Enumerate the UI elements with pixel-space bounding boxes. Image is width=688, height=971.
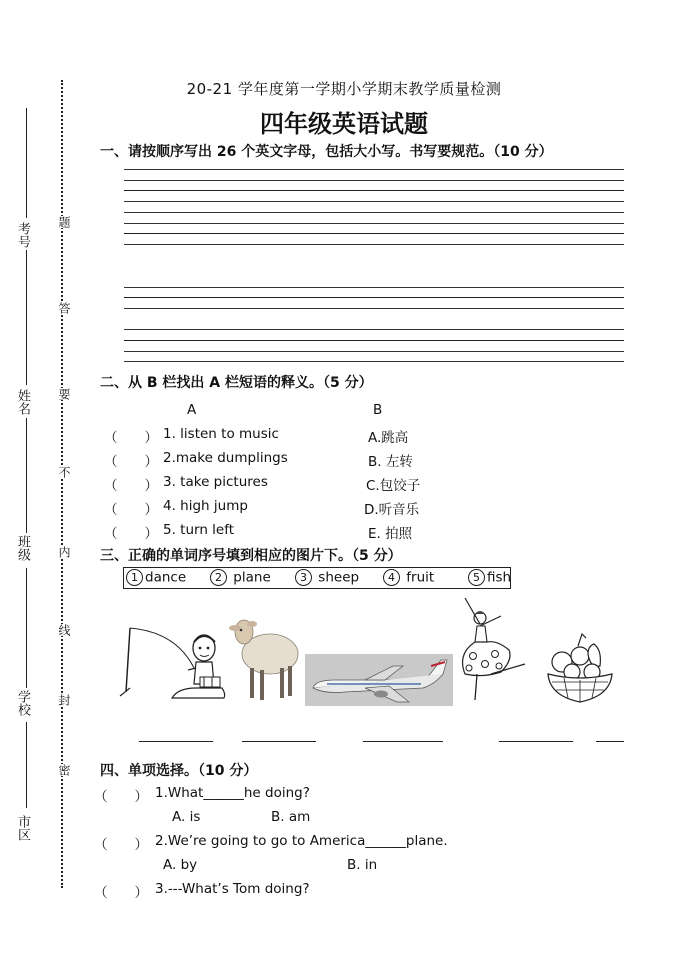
option-b: B. in (347, 857, 378, 873)
phrase-a: 3. take pictures (163, 474, 268, 490)
option-b: B. am (271, 809, 311, 825)
seal-char: 要 (57, 388, 71, 400)
dancer-picture (453, 594, 533, 706)
word-option: 4 fruit (383, 569, 434, 586)
option-a: A. by (163, 857, 198, 873)
seal-char: 内 (57, 546, 71, 558)
seal-char: 线 (57, 624, 71, 636)
answer-paren[interactable]: （ ） (104, 526, 158, 542)
meaning-b: A.跳高 (368, 430, 409, 446)
phrase-a: 4. high jump (163, 498, 248, 514)
margin-blank-district-upper (26, 722, 27, 808)
answer-paren[interactable]: （ ） (104, 478, 158, 494)
word-option: 5 fish (468, 569, 511, 586)
fruit-bowl-picture (544, 632, 616, 712)
seal-char: 答 (57, 302, 71, 314)
seal-char: 密 (57, 764, 71, 776)
section2-heading: 二、从 B 栏找出 A 栏短语的释义。（5 分） (100, 375, 373, 391)
meaning-b: E. 拍照 (368, 526, 413, 542)
meaning-b: B. 左转 (368, 454, 413, 470)
phrase-a: 2.make dumplings (163, 450, 288, 466)
answer-paren[interactable]: （ ） (104, 430, 158, 446)
fishing-boy-picture (116, 622, 228, 700)
margin-label-school: 学校 (15, 690, 30, 716)
margin-label-district: 市区 (15, 815, 30, 841)
meaning-b: C.包饺子 (366, 478, 421, 494)
margin-blank-class-upper (26, 418, 27, 533)
margin-blank-school-upper (26, 568, 27, 688)
exam-title: 20-21 学年度第一学期小学期末教学质量检测 (186, 80, 502, 98)
picture-answer-blank[interactable] (242, 741, 316, 742)
paper-title: 四年级英语试题 (260, 109, 428, 138)
column-a-header: A (187, 402, 197, 418)
option-a: A. is (172, 809, 201, 825)
answer-paren[interactable]: （ ） (104, 454, 158, 470)
answer-paren[interactable]: （ ） (94, 885, 148, 901)
phrase-a: 1. listen to music (163, 426, 279, 442)
meaning-b: D.听音乐 (364, 502, 420, 518)
margin-blank-name-upper (26, 250, 27, 385)
sheep-picture (228, 612, 300, 704)
question-stem: 3.---What’s Tom doing? (155, 881, 310, 897)
column-b-header: B (373, 402, 383, 418)
word-option: 2 plane (210, 569, 271, 586)
seal-char: 不 (57, 466, 71, 478)
plane-picture (305, 654, 453, 706)
answer-paren[interactable]: （ ） (94, 789, 148, 805)
seal-char: 题 (57, 216, 71, 228)
word-bank-box (123, 567, 511, 589)
question-stem: 2.We’re going to go to America______plane. (155, 833, 448, 849)
word-option: 3 sheep (295, 569, 359, 586)
phrase-a: 5. turn left (163, 522, 235, 538)
answer-paren[interactable]: （ ） (94, 837, 148, 853)
section4-heading: 四、单项选择。（10 分） (100, 763, 258, 779)
word-option: 1 dance (126, 569, 186, 586)
seal-char: 封 (57, 694, 71, 706)
margin-label-class: 班级 (15, 535, 30, 561)
picture-answer-blank[interactable] (363, 741, 443, 742)
question-stem: 1.What______he doing? (155, 785, 310, 801)
answer-paren[interactable]: （ ） (104, 502, 158, 518)
section1-heading: 一、请按顺序写出 26 个英文字母，包括大小写。书写要规范。（10 分） (100, 144, 553, 160)
margin-label-exam-number: 考号 (15, 222, 30, 248)
picture-answer-blank[interactable] (139, 741, 213, 742)
section3-heading: 三、正确的单词序号填到相应的图片下。（5 分） (100, 548, 402, 564)
margin-label-name: 姓名 (15, 389, 30, 415)
picture-answer-blank[interactable] (596, 741, 624, 742)
picture-answer-blank[interactable] (499, 741, 573, 742)
